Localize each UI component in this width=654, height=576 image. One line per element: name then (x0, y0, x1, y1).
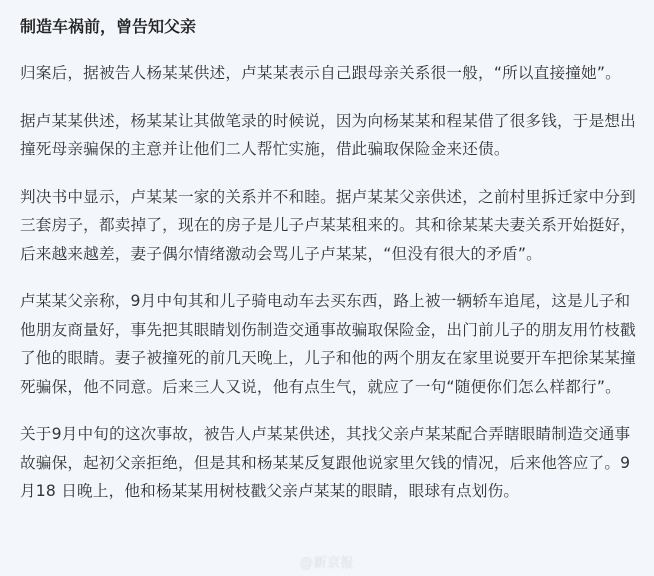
watermark: @新京报 (300, 556, 355, 571)
section-heading: 制造车祸前，曾告知父亲 (20, 17, 197, 36)
paragraph-2: 据卢某某供述，杨某某让其做笔录的时候说，因为向杨某某和程某借了很多钱，于是想出撞死母亲骗保的主意并让他们二人帮忙实施，借此骗取保险金来还债。 (20, 111, 636, 158)
article (20, 14, 638, 525)
paragraph-3: 判决书中显示，卢某某一家的关系并不和睦。据卢某某父亲供述，之前村里拆迁家中分到三套房子，都卖掉了，现在的房子是儿子卢某某租来的。其和徐某某夫妻关系开始挺好，后来越来越差，妻子偶尔情绪激动会骂儿子卢某某，“但没有很大的矛盾”。 (20, 187, 636, 263)
paragraph-4: 卢某某父亲称，9月中旬其和儿子骑电动车去买东西，路上被一辆轿车追尾，这是儿子和他朋友商量好，事先把其眼睛划伤制造交通事故骗取保险金，出门前儿子的朋友用竹枝戳了他的眼睛。妻子被撞死的前几天晚上，儿子和他的两个朋友在家里说要开车把徐某某撞死骗保，他不同意。后来三人又说，他有点生气，就应了一句“随便你们怎么样都行”。 (20, 292, 636, 396)
paragraph-5: 关于9月中旬的这次事故，被告人卢某某供述，其找父亲卢某某配合弄瞎眼睛制造交通事故骗保，起初父亲拒绝，但是其和杨某某反复跟他说家里欠钱的情况，后来他答应了。9 月18 日晚上，他和杨某某用树枝戳父亲卢某某的眼睛，眼球有点划伤。 (20, 425, 631, 500)
paragraph-1: 归案后，据被告人杨某某供述，卢某某表示自己跟母亲关系很一般，“所以直接撞她”。 (20, 64, 621, 82)
